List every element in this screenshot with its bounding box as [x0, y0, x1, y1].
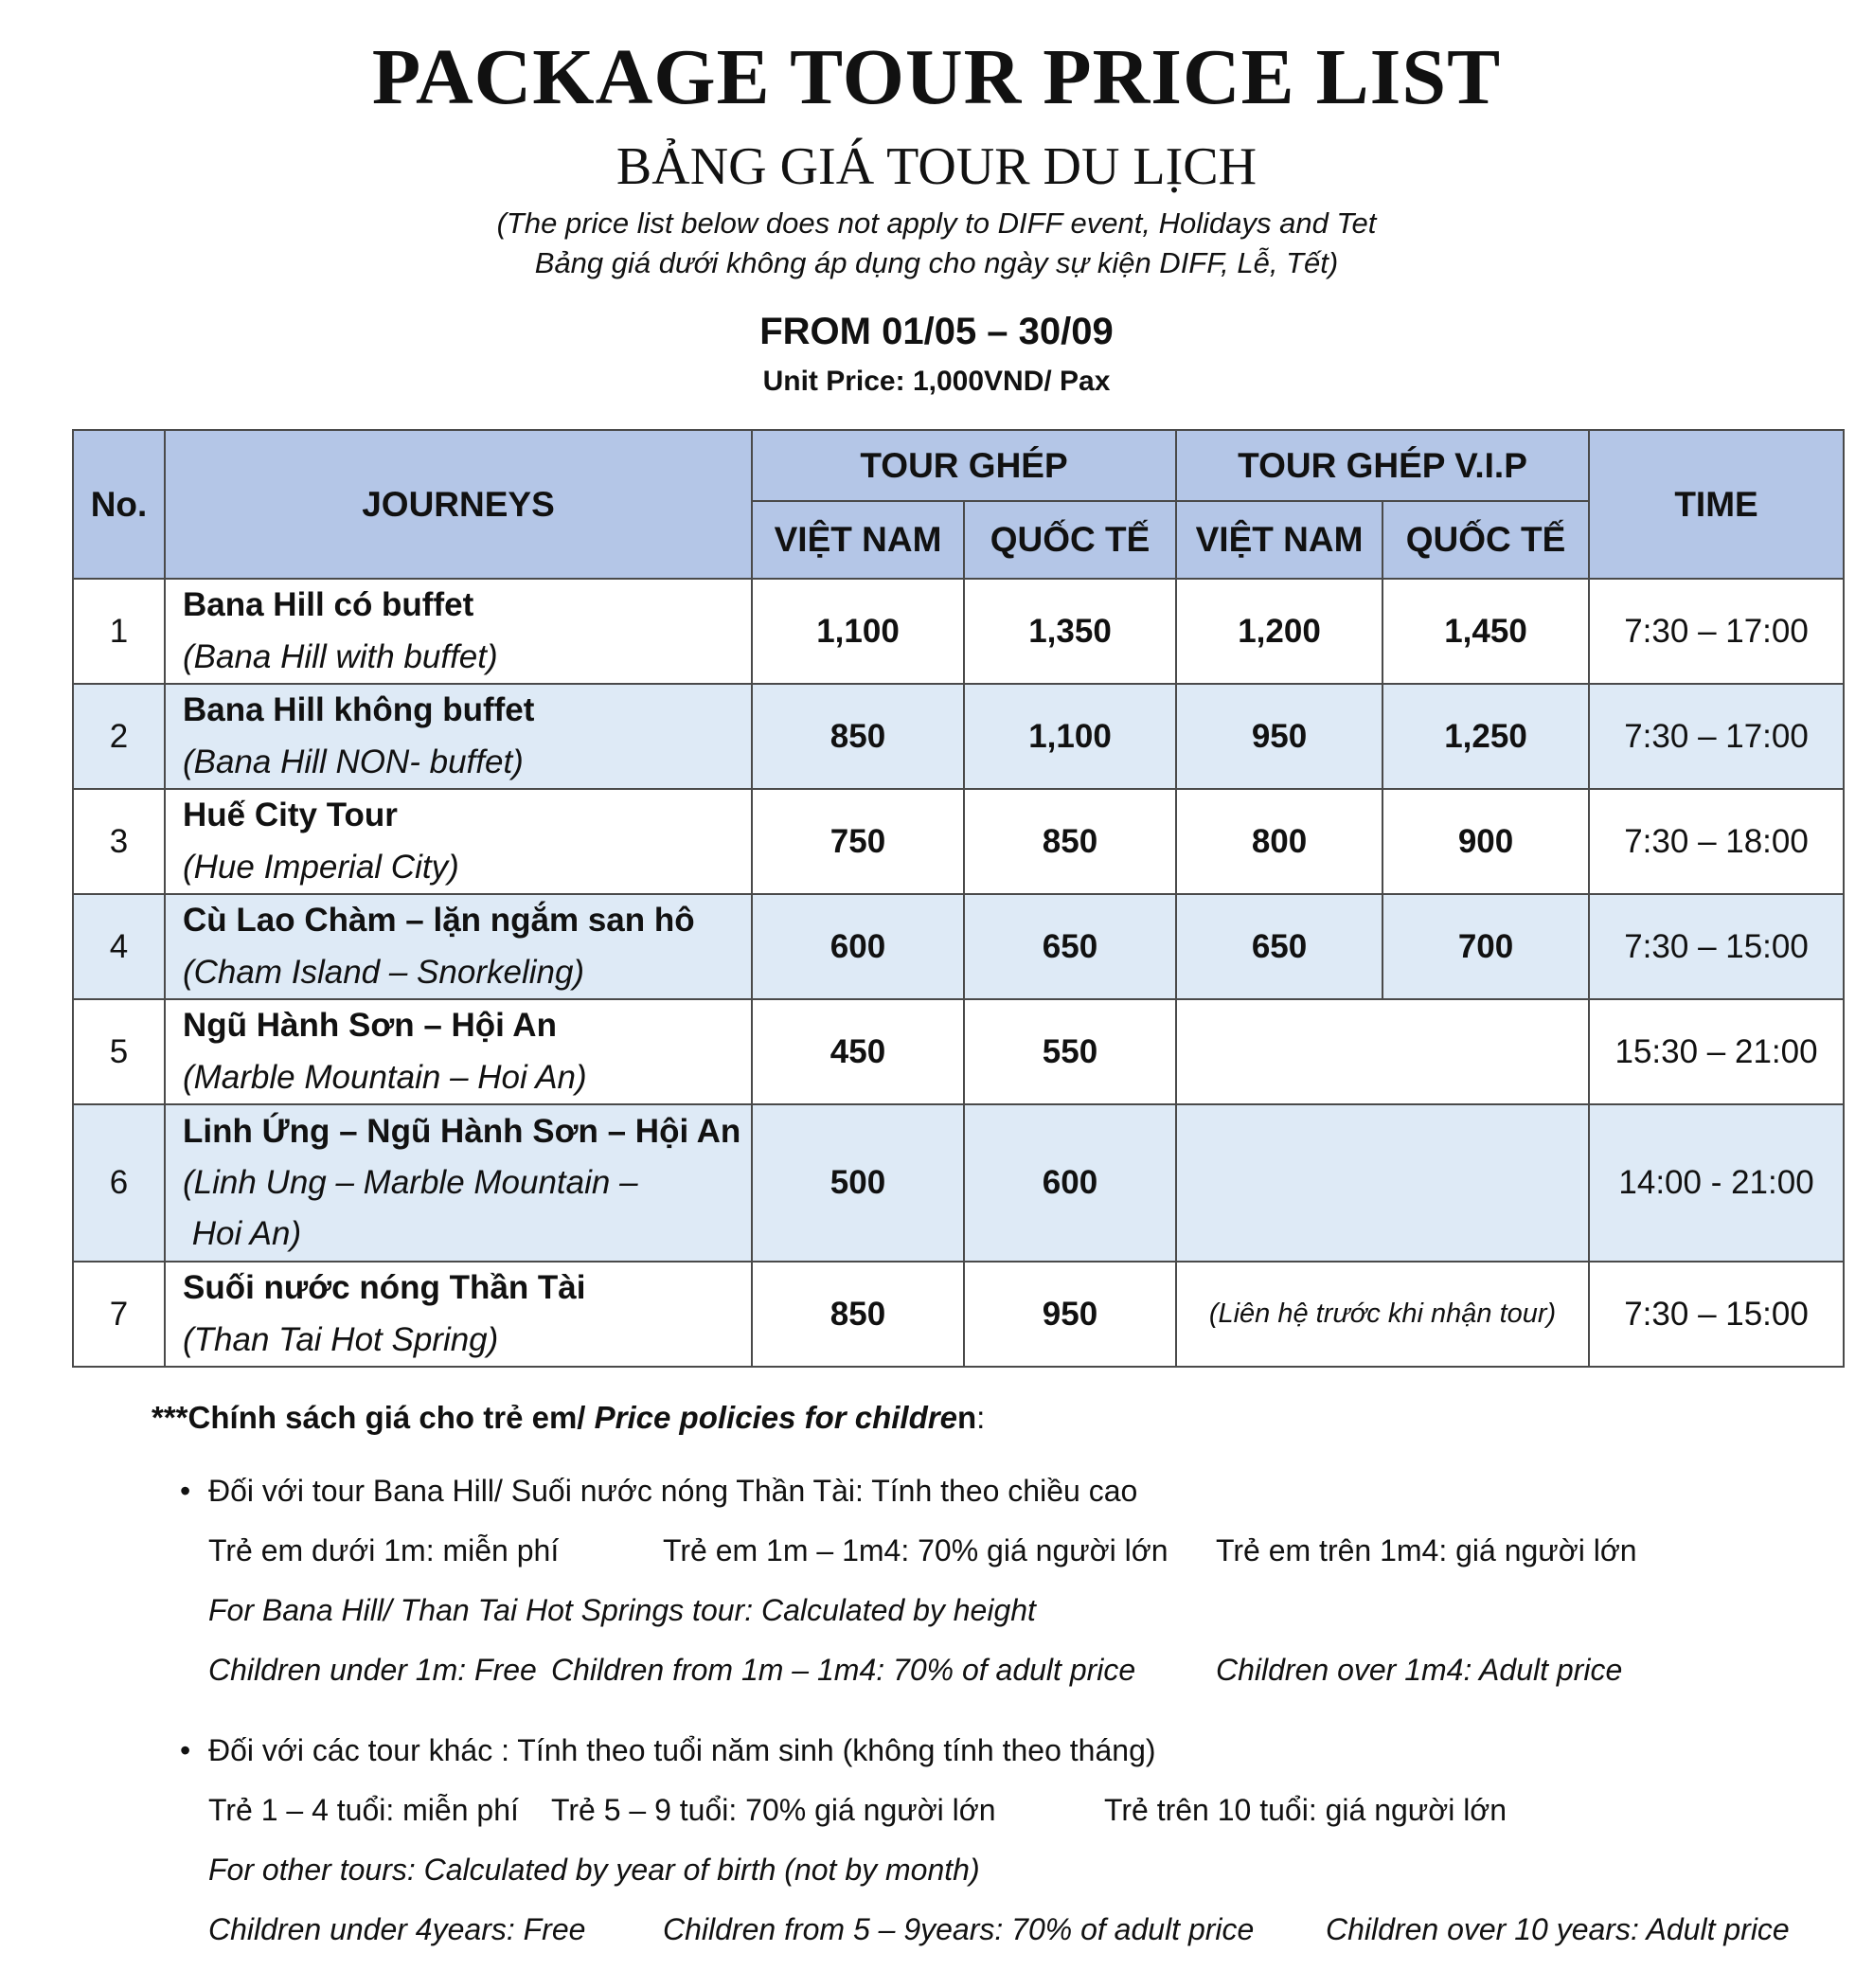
price-vietnam: 1,100	[752, 579, 964, 684]
bullet-icon: •	[180, 1474, 191, 1508]
table-row	[73, 579, 1844, 684]
journey-name-en: (Bana Hill NON- buffet)	[183, 743, 524, 780]
journey-name-vn: Suối nước nóng Thần Tài	[183, 1269, 586, 1307]
table-row	[73, 1104, 1844, 1262]
unit-price: Unit Price: 1,000VND/ Pax	[762, 366, 1111, 397]
period-heading: FROM 01/05 – 30/09	[759, 311, 1114, 352]
policy-group-2-vn-2: Trẻ 5 – 9 tuổi: 70% giá người lớn	[551, 1793, 996, 1827]
price-vietnam: 600	[752, 894, 964, 999]
policy-group-1-en-3: Children over 1m4: Adult price	[1216, 1653, 1623, 1687]
page-subtitle: BẢNG GIÁ TOUR DU LỊCH	[615, 137, 1258, 196]
journey-name-en: (Cham Island – Snorkeling)	[183, 953, 585, 991]
table-row	[73, 684, 1844, 789]
tour-time: 7:30 – 15:00	[1589, 1262, 1844, 1367]
journey-name-vn: Cù Lao Chàm – lặn ngắm san hô	[183, 902, 695, 940]
policy-group-1-title-text: Đối với tour Bana Hill/ Suối nước nóng Thần Tài: Tính theo chiều cao	[208, 1474, 1138, 1508]
policy-group-2-en-2: Children from 5 – 9years: 70% of adult price	[663, 1912, 1255, 1946]
policy-group-1-vn-2: Trẻ em 1m – 1m4: 70% giá người lớn	[663, 1533, 1168, 1567]
journey-cell	[165, 579, 752, 684]
journey-name-en: (Hue Imperial City)	[183, 848, 459, 886]
price-international: 950	[964, 1262, 1176, 1367]
header-journeys: JOURNEYS	[165, 430, 752, 579]
tour-time: 7:30 – 17:00	[1589, 684, 1844, 789]
row-number: 2	[73, 684, 165, 789]
table-row	[73, 894, 1844, 999]
price-vietnam: 750	[752, 789, 964, 894]
children-policy-heading	[152, 1402, 985, 1433]
tour-time: 7:30 – 17:00	[1589, 579, 1844, 684]
policy-group-1-title	[180, 1476, 1137, 1506]
journey-name-vn: Huế City Tour	[183, 797, 398, 834]
journey-cell	[165, 999, 752, 1104]
row-number: 5	[73, 999, 165, 1104]
journey-name-en: (Than Tai Hot Spring)	[183, 1320, 499, 1358]
price-vip-vietnam: 950	[1176, 684, 1382, 789]
price-vip-vietnam: 1,200	[1176, 579, 1382, 684]
row-number: 1	[73, 579, 165, 684]
price-vip-international: 900	[1382, 789, 1589, 894]
price-vip-vietnam: 800	[1176, 789, 1382, 894]
price-vip-vietnam: 650	[1176, 894, 1382, 999]
journey-cell	[165, 894, 752, 999]
policy-group-2-en-title: For other tours: Calculated by year of birth (not by month)	[208, 1853, 980, 1887]
price-vip-international: 1,250	[1382, 684, 1589, 789]
price-international: 650	[964, 894, 1176, 999]
vip-empty-cell	[1176, 999, 1589, 1104]
bullet-icon: •	[180, 1733, 191, 1767]
price-international: 600	[964, 1104, 1176, 1262]
tour-time: 14:00 - 21:00	[1589, 1104, 1844, 1262]
policy-heading-en: Price policies for childre	[594, 1400, 957, 1435]
policy-heading-tail: n	[956, 1400, 977, 1435]
policy-heading-colon: :	[976, 1400, 986, 1435]
table-row	[73, 789, 1844, 894]
journey-name-vn: Linh Ứng – Ngũ Hành Sơn – Hội An	[183, 1112, 741, 1150]
header-no: No.	[73, 430, 165, 579]
tour-time: 7:30 – 18:00	[1589, 789, 1844, 894]
price-vietnam: 850	[752, 1262, 964, 1367]
header-time: TIME	[1589, 430, 1844, 579]
journey-name-en: (Bana Hill with buffet)	[183, 637, 498, 675]
policy-heading-prefix: ***	[152, 1400, 188, 1435]
row-number: 4	[73, 894, 165, 999]
table-row	[73, 1262, 1844, 1367]
price-vietnam: 450	[752, 999, 964, 1104]
policy-group-1-vn-3: Trẻ em trên 1m4: giá người lớn	[1216, 1533, 1637, 1567]
header-tour-ghep-vietnam: VIỆT NAM	[752, 501, 964, 579]
journey-name-vn: Bana Hill không buffet	[183, 691, 535, 729]
journey-cell	[165, 1262, 752, 1367]
vip-contact-note: (Liên hệ trước khi nhận tour)	[1176, 1262, 1589, 1367]
row-number: 3	[73, 789, 165, 894]
price-international: 1,350	[964, 579, 1176, 684]
tour-time: 7:30 – 15:00	[1589, 894, 1844, 999]
policy-group-2-vn-3: Trẻ trên 10 tuổi: giá người lớn	[1104, 1793, 1507, 1827]
note-line-2: Bảng giá dưới không áp dụng cho ngày sự kiện DIFF, Lễ, Tết)	[534, 246, 1339, 279]
header-tour-ghep-quocte: QUỐC TẾ	[964, 501, 1176, 579]
price-international: 1,100	[964, 684, 1176, 789]
table-row	[73, 999, 1844, 1104]
journey-cell	[165, 789, 752, 894]
tour-time: 15:30 – 21:00	[1589, 999, 1844, 1104]
row-number: 7	[73, 1262, 165, 1367]
policy-group-2-title	[180, 1735, 1156, 1765]
note-line-1: (The price list below does not apply to DIFF event, Holidays and Tet	[496, 206, 1377, 240]
policy-group-1-vn-1: Trẻ em dưới 1m: miễn phí	[208, 1533, 560, 1567]
policy-group-2-en-1: Children under 4years: Free	[208, 1912, 586, 1946]
price-vietnam: 500	[752, 1104, 964, 1262]
price-international: 550	[964, 999, 1176, 1104]
journey-name-en: (Marble Mountain – Hoi An)	[183, 1058, 587, 1096]
journey-cell	[165, 684, 752, 789]
page-title: PACKAGE TOUR PRICE LIST	[371, 33, 1502, 121]
policy-group-2-title-text: Đối với các tour khác : Tính theo tuổi năm sinh (không tính theo tháng)	[208, 1733, 1156, 1767]
policy-heading-vn: Chính sách giá cho trẻ em/	[187, 1400, 595, 1435]
journey-name-en: (Linh Ung – Marble Mountain –	[183, 1163, 638, 1201]
price-vip-international: 1,450	[1382, 579, 1589, 684]
policy-group-2-en-3: Children over 10 years: Adult price	[1326, 1912, 1790, 1946]
price-vip-international: 700	[1382, 894, 1589, 999]
header-tour-ghep-vip: TOUR GHÉP V.I.P	[1176, 430, 1589, 501]
journey-cell	[165, 1104, 752, 1262]
header-vip-quocte: QUỐC TẾ	[1382, 501, 1589, 579]
vip-empty-cell	[1176, 1104, 1589, 1262]
journey-name-vn: Bana Hill có buffet	[183, 586, 474, 624]
policy-group-2-vn-1: Trẻ 1 – 4 tuổi: miễn phí	[208, 1793, 519, 1827]
journey-name-en-continued: Hoi An)	[183, 1215, 302, 1253]
price-international: 850	[964, 789, 1176, 894]
policy-group-1-en-1: Children under 1m: Free	[208, 1653, 537, 1687]
price-vietnam: 850	[752, 684, 964, 789]
price-table	[72, 429, 1845, 1368]
row-number: 6	[73, 1104, 165, 1262]
policy-group-1-en-2: Children from 1m – 1m4: 70% of adult price	[551, 1653, 1136, 1687]
header-vip-vietnam: VIỆT NAM	[1176, 501, 1382, 579]
policy-group-1-en-title: For Bana Hill/ Than Tai Hot Springs tour: Calculated by height	[208, 1593, 1036, 1627]
header-tour-ghep: TOUR GHÉP	[752, 430, 1176, 501]
journey-name-vn: Ngũ Hành Sơn – Hội An	[183, 1007, 557, 1045]
